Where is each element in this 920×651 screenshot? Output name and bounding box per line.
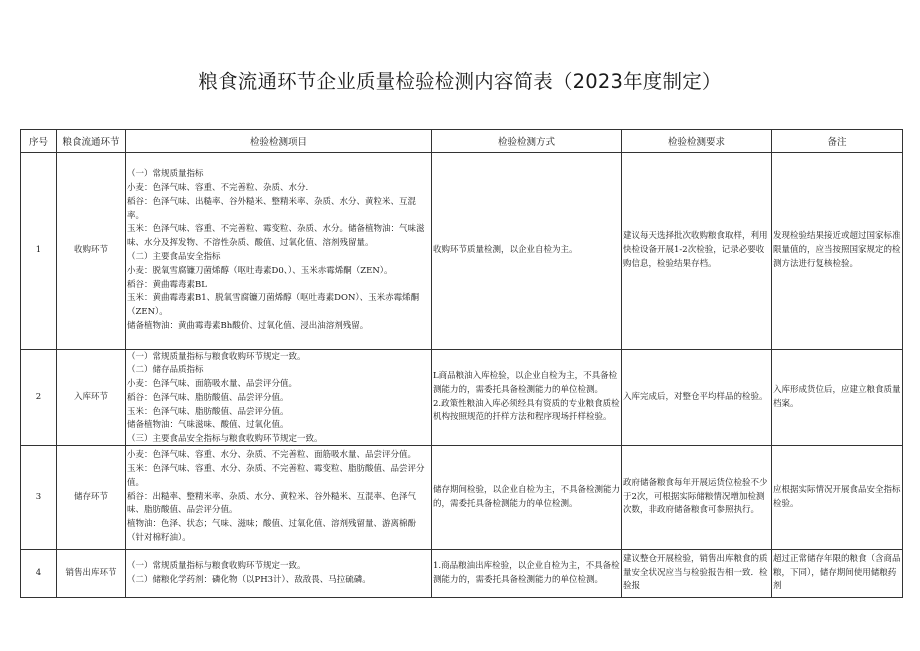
row-requirement-text: 建议每天选择批次收购粮食取样，利用快检设备开展1-2次检验，记录必要收购信息，检验结果存档。 — [623, 231, 768, 269]
row-no: 3 — [21, 446, 57, 550]
header-row — [21, 130, 903, 153]
row-requirement — [622, 550, 772, 598]
inspection-table — [20, 129, 903, 598]
row-stage: 收购环节 — [57, 153, 126, 350]
header-remark: 备注 — [772, 130, 903, 153]
row-remark — [772, 550, 903, 598]
row-method — [432, 350, 622, 446]
row-method — [432, 446, 622, 550]
row-method — [432, 550, 622, 598]
header-items: 检验检测项目 — [126, 130, 432, 153]
row-method-text: 储存期间检验，以企业自检为主，不具备检测能力的，需委托具备检测能力的单位检测。 — [433, 484, 621, 509]
row-method-text: 1.商品粮油出库检验，以企业自检为主，不具备检测能力的，需委托具备检测能力的单位检测。 — [433, 560, 620, 585]
table-row — [21, 446, 903, 550]
row-items-text: （一）常规质量指标 小麦：色泽气味、容重、不完善粒、杂质、水分. 稻谷：色泽气味、出糙率、谷外糙米、整精米率、杂质、水分、黄粒米、互混率。 玉米：色泽气味、容重、不完善粒、霉变粒、杂质、水分。储备植物油：气味滋味、水分及挥发物、不溶性杂质、酸值、过氧化值、溶剂残留量。 （二）主要食品安全指标 小麦：脱氧雪腐镰刀菌烯醇（呕吐毒素D0、）、玉米赤霉烯酮（ZEN）。 稻谷：黄曲霉毒素BL 玉米：黄曲霉毒素B1、脱氧雪腐镰刀菌烯醇（呕吐毒素DON）、玉米赤霉烯酮（ZEN）。 储备植物油：黄曲霉毒素Bh酸价、过氧化值、浸出油溶剂残留。 — [127, 169, 425, 331]
header-stage: 粮食流通环节 — [57, 130, 126, 153]
document-title: 粮食流通环节企业质量检验检测内容简表（2023年度制定） — [198, 70, 722, 93]
row-method-text: L商品粮油入库检验，以企业自检为主，不具备检测能力的，需委托具备检测能力的单位检测。 2.政策性粮油入库必须经具有资质的专业粮食质检机构按照规范的扦样方法和程序现场扦样检验。 — [433, 370, 620, 423]
table-row — [21, 550, 903, 598]
header-method: 检验检测方式 — [432, 130, 622, 153]
row-remark — [772, 350, 903, 446]
row-stage: 入库环节 — [57, 350, 126, 446]
row-remark-text: 应根据实际情况开展食品安全指标检验。 — [773, 484, 901, 509]
table-row — [21, 153, 903, 350]
header-no: 序号 — [21, 130, 57, 153]
row-method — [432, 153, 622, 350]
table-row — [21, 350, 903, 446]
row-no: 4 — [21, 550, 57, 598]
row-remark-text: 超过正常储存年限的粮食（含商品粮，下同），储存期间使用储粮药剂 — [773, 553, 901, 592]
row-remark — [772, 446, 903, 550]
row-requirement — [622, 446, 772, 550]
row-requirement — [622, 350, 772, 446]
row-remark-text: 入库形成货位后，应建立粮食质量档案。 — [773, 384, 901, 409]
row-stage: 销售出库环节 — [57, 550, 126, 598]
row-requirement — [622, 153, 772, 350]
row-requirement-text: 政府储备粮食每年开展运货位检验不少于2次，可根据实际储粮情况增加检测次数，非政府储备粮食可参照执行。 — [623, 477, 768, 516]
header-requirement: 检验检测要求 — [622, 130, 772, 153]
row-items-text: 小麦：色泽气味、容重、水分、杂质、不完善粒、面筋吸水量、品尝评分值。 玉米：色泽气味、容重、水分、杂质、不完善粒、霉变粒、脂肪酸值、品尝评分值。 稻谷：出糙率、整精米率、杂质、水分、黄粒米、谷外糙米、互混率、色泽气味、脂肪酸值、品尝评分值。 植物油：色泽、状态；气味、滋味；酸值、过氧化值、溶剂残留量、游离棉酚（针对棉籽油）。 — [127, 450, 425, 543]
row-remark — [772, 153, 903, 350]
row-items — [126, 550, 432, 598]
row-items — [126, 446, 432, 550]
row-items — [126, 350, 432, 446]
row-requirement-text: 入库完成后，对整仓平均样品的检验。 — [623, 391, 768, 402]
row-items-text: （一）常规质量指标与粮食收购环节规定一致。 （二）储存品质指标 小麦：色泽气味、面筋吸水量、品尝评分值。 稻谷：色泽气味、脂肪酸值、品尝评分值。 玉米：色泽气味、脂肪酸值、品尝评分值。 储备植物油：气味滋味、酸值、过氧化值。 （三）主要食品安全指标与粮食收购环节规定一致。 — [127, 351, 323, 445]
row-stage: 储存环节 — [57, 446, 126, 550]
row-no: 2 — [21, 350, 57, 446]
row-items-text: （一）常规质量指标与粮食收购环节规定一致。 （二）储粮化学药剂：磷化物（以PH3计）、敌敌畏、马拉硫磷。 — [127, 560, 371, 585]
row-remark-text: 发现检验结果接近或超过国家标准限量值的，应当按照国家规定的检测方法进行复核检验。 — [773, 231, 901, 269]
row-requirement-text: 建议整仓开展检验，销售出库粮食的质量安全状况应当与检验报告相一致．检验报 — [623, 553, 768, 592]
row-items — [126, 153, 432, 350]
row-method-text: 收购环节质量检测，以企业自检为主。 — [433, 245, 578, 256]
row-no: 1 — [21, 153, 57, 350]
